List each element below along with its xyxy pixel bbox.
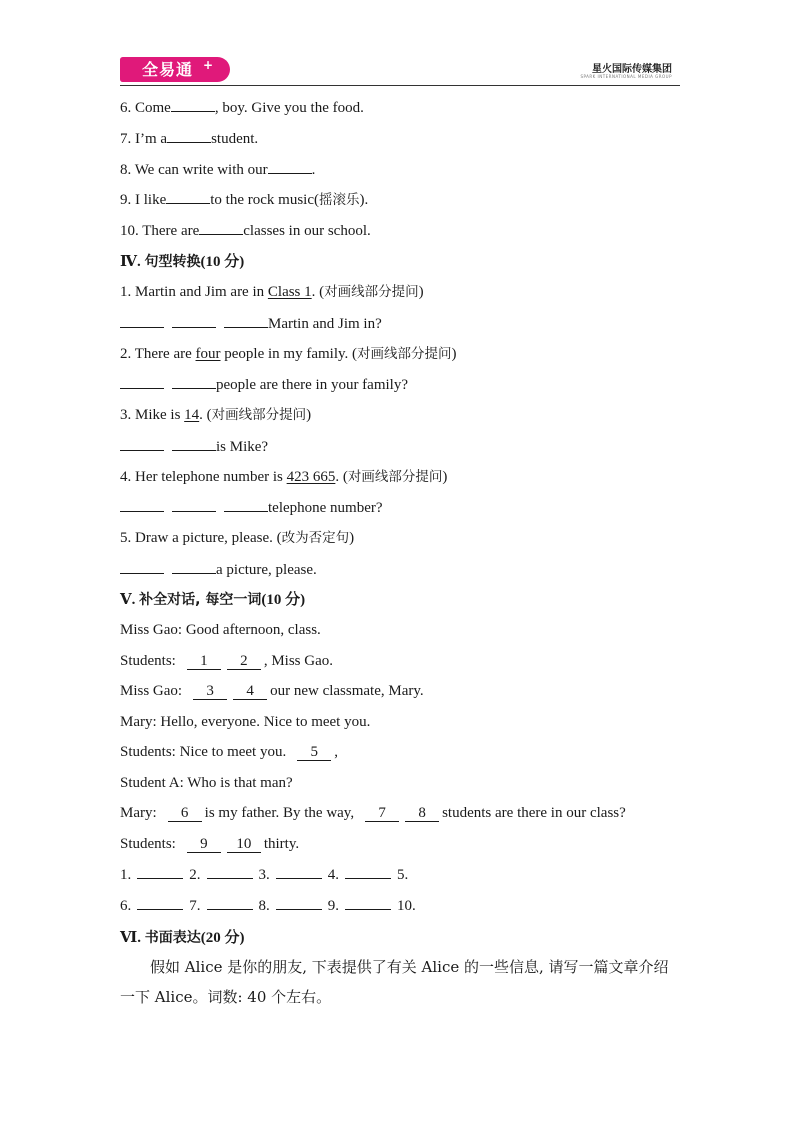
dialogue-line-1: Miss Gao: Good afternoon, class.: [120, 622, 321, 638]
answer-slot: 7.: [189, 895, 258, 916]
answer-blank[interactable]: [137, 864, 183, 879]
numbered-blank[interactable]: 1: [187, 654, 221, 670]
transform-answer-3: is Mike?: [120, 436, 700, 457]
answer-slot: 10.: [397, 898, 416, 914]
transform-answer-2: people are there in your family?: [120, 374, 700, 395]
fill-item-10: 10. There are classes in our school.: [120, 220, 700, 241]
dialogue-line-2: Students: 1 2 , Miss Gao.: [120, 653, 334, 669]
numbered-blank[interactable]: 9: [187, 837, 221, 853]
page-header: [0, 0, 800, 90]
transform-item-4: 4. Her telephone number is 423 665. (对画线部分提问): [120, 469, 448, 485]
answer-blank[interactable]: [207, 895, 253, 910]
fill-item-7: 7. I’m a student.: [120, 128, 700, 149]
dialogue-line-7: Mary: 6 is my father. By the way, 7 8 students are there in our class?: [120, 805, 626, 821]
section-6-heading: Ⅵ. 书面表达(20 分): [120, 930, 245, 946]
brand-logo: [120, 57, 230, 82]
answer-row-1: [120, 864, 700, 885]
numbered-blank[interactable]: 8: [405, 806, 439, 822]
answer-blank[interactable]: [345, 864, 391, 879]
fill-item-8: 8. We can write with our .: [120, 159, 700, 180]
numbered-blank[interactable]: 2: [227, 654, 261, 670]
answer-blank[interactable]: [172, 497, 216, 512]
numbered-blank[interactable]: 4: [233, 684, 267, 700]
answer-blank[interactable]: [120, 497, 164, 512]
answer-blank[interactable]: [172, 374, 216, 389]
answer-row-2: [120, 895, 700, 916]
logo-plus: +: [202, 58, 214, 72]
answer-blank[interactable]: [268, 159, 312, 174]
numbered-blank[interactable]: 6: [168, 806, 202, 822]
transform-item-2: 2. There are four people in my family. (对画线部分提问): [120, 346, 457, 362]
answer-slot: 5.: [397, 867, 409, 883]
answer-slot: 8.: [259, 895, 328, 916]
answer-slot: 3.: [259, 864, 328, 885]
answer-slot: 1.: [120, 864, 189, 885]
answer-blank[interactable]: [224, 497, 268, 512]
answer-blank[interactable]: [166, 189, 210, 204]
logo-text: 全易通: [142, 60, 194, 79]
answer-blank[interactable]: [171, 97, 215, 112]
answer-blank[interactable]: [120, 436, 164, 451]
numbered-blank[interactable]: 7: [365, 806, 399, 822]
section-5-heading: Ⅴ. 补全对话, 每空一词(10 分): [120, 592, 306, 608]
answer-blank[interactable]: [276, 895, 322, 910]
answer-blank[interactable]: [224, 313, 268, 328]
answer-blank[interactable]: [120, 374, 164, 389]
fill-item-6: 6. Come , boy. Give you the food.: [120, 97, 700, 118]
answer-blank[interactable]: [276, 864, 322, 879]
dialogue-line-5: Students: Nice to meet you. 5 ,: [120, 744, 338, 760]
writing-prompt: 假如 Alice 是你的朋友, 下表提供了有关 Alice 的一些信息, 请写一篇文章介绍一下 Alice。词数: 40 个左右。: [120, 958, 669, 1006]
answer-blank[interactable]: [172, 313, 216, 328]
fill-item-9: 9. I like to the rock music(摇滚乐).: [120, 189, 700, 210]
numbered-blank[interactable]: 3: [193, 684, 227, 700]
header-rule: [120, 85, 680, 86]
publisher-name-en: SPARK INTERNATIONAL MEDIA GROUP: [580, 74, 672, 79]
transform-answer-1: Martin and Jim in?: [120, 313, 700, 334]
dialogue-line-6: Student A: Who is that man?: [120, 775, 293, 791]
dialogue-line-4: Mary: Hello, everyone. Nice to meet you.: [120, 714, 371, 730]
transform-item-1: 1. Martin and Jim are in Class 1. (对画线部分提问): [120, 284, 424, 300]
section-4-heading: Ⅳ. 句型转换(10 分): [120, 254, 245, 270]
transform-answer-5: a picture, please.: [120, 559, 700, 580]
answer-blank[interactable]: [172, 436, 216, 451]
transform-item-5: 5. Draw a picture, please. (改为否定句): [120, 530, 355, 546]
answer-blank[interactable]: [120, 313, 164, 328]
answer-blank[interactable]: [199, 220, 243, 235]
publisher-name: 星火国际传媒集团: [592, 64, 672, 75]
transform-item-3: 3. Mike is 14. (对画线部分提问): [120, 407, 312, 423]
answer-slot: 2.: [189, 864, 258, 885]
answer-blank[interactable]: [345, 895, 391, 910]
numbered-blank[interactable]: 5: [297, 745, 331, 761]
answer-blank[interactable]: [172, 559, 216, 574]
answer-slot: 6.: [120, 895, 189, 916]
answer-blank[interactable]: [137, 895, 183, 910]
answer-blank[interactable]: [207, 864, 253, 879]
answer-slot: 9.: [328, 895, 397, 916]
answer-blank[interactable]: [120, 559, 164, 574]
answer-blank[interactable]: [167, 128, 211, 143]
answer-slot: 4.: [328, 864, 397, 885]
dialogue-line-3: Miss Gao: 3 4 our new classmate, Mary.: [120, 683, 424, 699]
numbered-blank[interactable]: 10: [227, 837, 261, 853]
dialogue-line-8: Students: 9 10 thirty.: [120, 836, 300, 852]
transform-answer-4: telephone number?: [120, 497, 700, 518]
